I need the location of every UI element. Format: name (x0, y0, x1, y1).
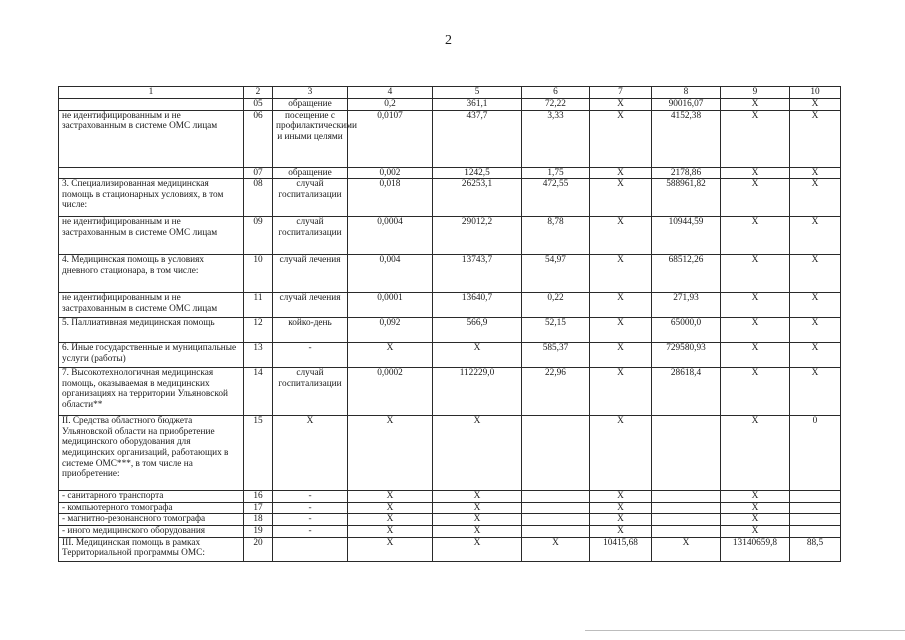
table-cell (522, 491, 590, 503)
table-cell: Х (721, 217, 790, 255)
table-cell: 18 (244, 514, 273, 526)
table-row (59, 318, 841, 343)
table-cell: Х (590, 318, 652, 343)
table-cell: Х (721, 514, 790, 526)
table-row (59, 110, 841, 167)
table-cell: 22,96 (522, 368, 590, 416)
table-cell: 1242,5 (433, 167, 522, 179)
table-cell: Х (790, 343, 841, 368)
table-cell: Х (348, 416, 433, 491)
table-cell: - (273, 491, 348, 503)
table-cell: Х (433, 416, 522, 491)
column-header: 7 (590, 87, 652, 99)
table-cell: 10 (244, 255, 273, 293)
table-cell: 26253,1 (433, 179, 522, 217)
row-label (59, 99, 244, 111)
table-cell: 15 (244, 416, 273, 491)
table-cell: 2178,86 (652, 167, 721, 179)
table-cell: 11 (244, 293, 273, 318)
table-cell: 0,0107 (348, 110, 433, 167)
table-cell: - (273, 502, 348, 514)
financing-table (58, 86, 841, 562)
table-cell: 90016,07 (652, 99, 721, 111)
table-row (59, 99, 841, 111)
table-cell: - (273, 343, 348, 368)
row-label: не идентифицированным и не застрахованным в системе ОМС лицам (59, 217, 244, 255)
table-cell (652, 514, 721, 526)
row-label: 3. Специализированная медицинская помощь в стационарных условиях, в том числе: (59, 179, 244, 217)
table-cell: Х (522, 537, 590, 561)
column-header: 4 (348, 87, 433, 99)
row-label: 6. Иные государственные и муниципальные услуги (работы) (59, 343, 244, 368)
table-cell: - (273, 525, 348, 537)
table-cell: случай госпитализации (273, 368, 348, 416)
table-cell: Х (348, 525, 433, 537)
table-row (59, 537, 841, 561)
table-cell (652, 502, 721, 514)
column-header: 6 (522, 87, 590, 99)
table-cell: Х (790, 110, 841, 167)
table-cell: 566,9 (433, 318, 522, 343)
column-header: 9 (721, 87, 790, 99)
table-cell: Х (433, 502, 522, 514)
table-cell: 08 (244, 179, 273, 217)
table-cell: 3,33 (522, 110, 590, 167)
table-cell: 88,5 (790, 537, 841, 561)
table-cell: 16 (244, 491, 273, 503)
page-number: 2 (445, 33, 452, 48)
table-cell: Х (652, 537, 721, 561)
table-cell: случай госпитализации (273, 217, 348, 255)
table-cell (273, 537, 348, 561)
table-cell: Х (721, 502, 790, 514)
table-cell: Х (433, 491, 522, 503)
table-cell: Х (721, 343, 790, 368)
table-cell: Х (590, 255, 652, 293)
table-cell: 271,93 (652, 293, 721, 318)
table-cell: Х (590, 368, 652, 416)
table-cell (790, 502, 841, 514)
row-label: не идентифицированным и не застрахованным в системе ОМС лицам (59, 110, 244, 167)
column-header: 3 (273, 87, 348, 99)
table-row (59, 167, 841, 179)
table-cell: Х (721, 416, 790, 491)
table-cell: 0,018 (348, 179, 433, 217)
table-row (59, 343, 841, 368)
table-cell: 8,78 (522, 217, 590, 255)
table-cell: 68512,26 (652, 255, 721, 293)
header-row (59, 87, 841, 99)
table-cell: Х (721, 491, 790, 503)
table-cell: 112229,0 (433, 368, 522, 416)
table-cell: обращение (273, 99, 348, 111)
table-cell: Х (721, 110, 790, 167)
table-cell: 52,15 (522, 318, 590, 343)
table-cell (522, 502, 590, 514)
table-cell: Х (721, 99, 790, 111)
table-cell: Х (721, 255, 790, 293)
table-cell: Х (590, 99, 652, 111)
table-cell: 0,002 (348, 167, 433, 179)
table-cell: Х (590, 110, 652, 167)
row-label: не идентифицированным и не застрахованным в системе ОМС лицам (59, 293, 244, 318)
table-cell: случай госпитализации (273, 179, 348, 217)
row-label: 5. Паллиативная медицинская помощь (59, 318, 244, 343)
table-cell: Х (721, 179, 790, 217)
column-header: 2 (244, 87, 273, 99)
table-cell: 07 (244, 167, 273, 179)
column-header: 10 (790, 87, 841, 99)
table-cell (522, 525, 590, 537)
table-row (59, 293, 841, 318)
table-cell (522, 416, 590, 491)
table-cell: 13743,7 (433, 255, 522, 293)
table-cell: 06 (244, 110, 273, 167)
table-cell: 12 (244, 318, 273, 343)
table-cell: 14 (244, 368, 273, 416)
table-cell: 65000,0 (652, 318, 721, 343)
table-cell: 1,75 (522, 167, 590, 179)
table-cell: Х (721, 368, 790, 416)
table-cell: 588961,82 (652, 179, 721, 217)
table-cell: 729580,93 (652, 343, 721, 368)
row-label (59, 167, 244, 179)
table-cell: Х (790, 179, 841, 217)
table-cell: Х (721, 293, 790, 318)
table-cell: 10944,59 (652, 217, 721, 255)
table-cell: 05 (244, 99, 273, 111)
table-cell: обращение (273, 167, 348, 179)
table-cell: Х (433, 343, 522, 368)
table-cell: Х (433, 537, 522, 561)
table-cell: Х (590, 179, 652, 217)
table-cell: 19 (244, 525, 273, 537)
table-row (59, 514, 841, 526)
table-cell (790, 514, 841, 526)
scan-artifact (585, 630, 905, 631)
table-cell: 0,0001 (348, 293, 433, 318)
table-cell: Х (790, 255, 841, 293)
table-cell (790, 525, 841, 537)
table-cell: 0,092 (348, 318, 433, 343)
table-cell: Х (721, 167, 790, 179)
table-cell: 09 (244, 217, 273, 255)
table-cell: Х (790, 167, 841, 179)
table-cell: 585,37 (522, 343, 590, 368)
table-cell: Х (348, 491, 433, 503)
table-cell: 0,0004 (348, 217, 433, 255)
table-cell: 72,22 (522, 99, 590, 111)
table-row (59, 217, 841, 255)
table-cell: Х (590, 343, 652, 368)
table-cell: случай лечения (273, 255, 348, 293)
row-label: - магнитно-резонансного томографа (59, 514, 244, 526)
table-cell (652, 491, 721, 503)
table-cell: 28618,4 (652, 368, 721, 416)
table-cell: Х (790, 99, 841, 111)
table-cell: 13640,7 (433, 293, 522, 318)
table-cell: Х (590, 167, 652, 179)
table-cell: 0,0002 (348, 368, 433, 416)
row-label: - компьютерного томографа (59, 502, 244, 514)
table-cell: 0,22 (522, 293, 590, 318)
table-row (59, 179, 841, 217)
table-cell: - (273, 514, 348, 526)
table-row (59, 502, 841, 514)
table-cell: 17 (244, 502, 273, 514)
table-row (59, 255, 841, 293)
table-cell: Х (590, 514, 652, 526)
table-cell: Х (590, 416, 652, 491)
table-cell: Х (348, 514, 433, 526)
table-cell: 54,97 (522, 255, 590, 293)
table-cell: Х (590, 217, 652, 255)
table-cell: Х (590, 502, 652, 514)
table-cell: 20 (244, 537, 273, 561)
table-cell: Х (790, 368, 841, 416)
column-header: 5 (433, 87, 522, 99)
table-cell: 0,004 (348, 255, 433, 293)
table-cell: 0,2 (348, 99, 433, 111)
row-label: 4. Медицинская помощь в условиях дневного стационара, в том числе: (59, 255, 244, 293)
row-label: II. Средства областного бюджета Ульяновской области на приобретение медицинского оборудования для медицинских организаций, работающих в системе ОМС***, в том числе на приобретение: (59, 416, 244, 491)
table-cell: 4152,38 (652, 110, 721, 167)
table-cell: случай лечения (273, 293, 348, 318)
table-cell: 13140659,8 (721, 537, 790, 561)
row-label: 7. Высокотехнологичная медицинская помощь, оказываемая в медицинских организациях на территории Ульяновской области** (59, 368, 244, 416)
table-cell (652, 416, 721, 491)
table-cell: Х (721, 318, 790, 343)
table-cell: Х (433, 514, 522, 526)
table-cell: Х (348, 502, 433, 514)
row-label: III. Медицинская помощь в рамках Территориальной программы ОМС: (59, 537, 244, 561)
table-cell: 437,7 (433, 110, 522, 167)
table-cell: 361,1 (433, 99, 522, 111)
table-cell: 10415,68 (590, 537, 652, 561)
table-cell: Х (590, 491, 652, 503)
table-cell: 0 (790, 416, 841, 491)
table-cell (522, 514, 590, 526)
column-header: 1 (59, 87, 244, 99)
table-cell (790, 491, 841, 503)
table-cell: Х (790, 318, 841, 343)
table-cell: 13 (244, 343, 273, 368)
column-header: 8 (652, 87, 721, 99)
table-cell: Х (273, 416, 348, 491)
table-row (59, 525, 841, 537)
table-cell: 472,55 (522, 179, 590, 217)
table-cell: Х (590, 525, 652, 537)
table-cell: Х (590, 293, 652, 318)
table-row (59, 491, 841, 503)
row-label: - санитарного транспорта (59, 491, 244, 503)
table-cell: Х (433, 525, 522, 537)
table-cell (652, 525, 721, 537)
table-cell: Х (348, 343, 433, 368)
table-row (59, 368, 841, 416)
table-cell: Х (790, 293, 841, 318)
table-cell: 29012,2 (433, 217, 522, 255)
table-cell: койко-день (273, 318, 348, 343)
row-label: - иного медицинского оборудования (59, 525, 244, 537)
table-cell: Х (348, 537, 433, 561)
table-row (59, 416, 841, 491)
table-cell: Х (790, 217, 841, 255)
table-cell: посещение с профилактическими и иными целями (273, 110, 348, 167)
table-cell: Х (721, 525, 790, 537)
